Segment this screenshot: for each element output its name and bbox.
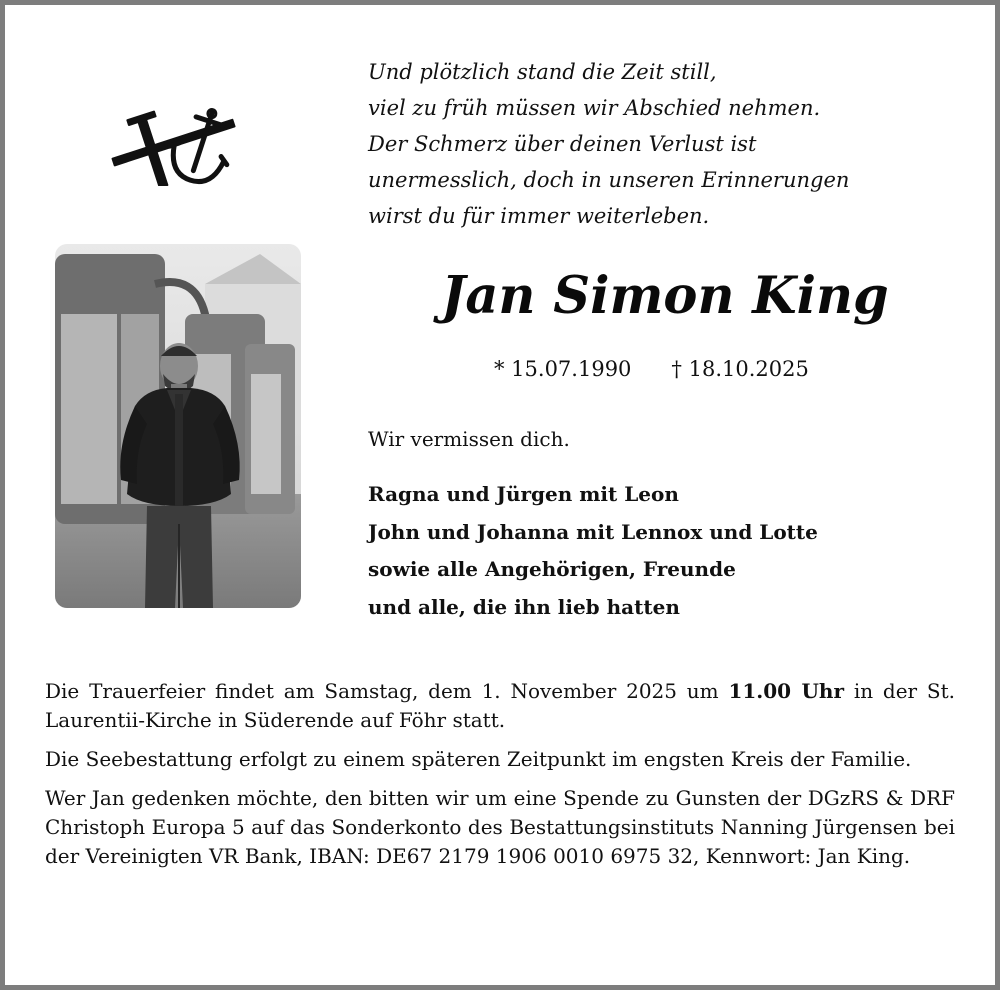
mourner-line: Ragna und Jürgen mit Leon — [368, 482, 679, 506]
mourner-line: und alle, die ihn lieb hatten — [368, 594, 680, 619]
funeral-service-text — [45, 677, 955, 735]
poem-line: wirst du für immer weiterleben. — [368, 204, 710, 228]
service-details — [45, 677, 955, 881]
mourners-list — [368, 476, 818, 626]
life-dates — [494, 352, 894, 386]
poem-line: unermesslich, doch in unseren Erinnerungen — [368, 168, 850, 192]
mourner-line: John und Johanna mit Lennox und Lotte — [368, 519, 818, 544]
poem-line: Und plötzlich stand die Zeit still, — [368, 60, 717, 84]
donation-keyword: , Kennwort: Jan King. — [693, 844, 911, 868]
poem — [368, 54, 968, 234]
message: Wir vermissen dich. — [368, 427, 570, 451]
burial-text: Die Seebestattung erfolgt zu einem späteren Zeitpunkt im engsten Kreis der Familie. — [45, 747, 912, 771]
poem-line: Der Schmerz über deinen Verlust ist — [368, 132, 757, 156]
donation-intro: Wer Jan gedenken möchte, den bitten wir um eine Spende zu Gunsten der DGzRS & DRF Christoph Europa 5 auf das Sonderkonto des Bestattungsinstituts Nanning Jürgensen bei der Vereinigten VR Bank, IBAN: — [45, 786, 955, 868]
donation-text — [45, 784, 955, 871]
service-prefix: Die Trauerfeier findet am Samstag, dem 1. November 2025 um — [45, 679, 729, 703]
iban: DE67 2179 1906 0010 6975 32 — [376, 844, 694, 868]
mourner-line: sowie alle Angehörigen, Freunde — [368, 557, 736, 581]
birth-date: * 15.07.1990 — [494, 357, 632, 381]
service-time: 11.00 Uhr — [728, 679, 845, 703]
service-location: in der St. Laurentii-Kirche in Süderende auf Föhr statt. — [45, 679, 955, 732]
death-date: † 18.10.2025 — [671, 357, 809, 381]
cross-anchor-icon — [106, 104, 242, 186]
poem-line: viel zu früh müssen wir Abschied nehmen. — [368, 96, 821, 120]
deceased-name: Jan Simon King — [441, 266, 889, 326]
portrait-photo — [55, 244, 301, 608]
